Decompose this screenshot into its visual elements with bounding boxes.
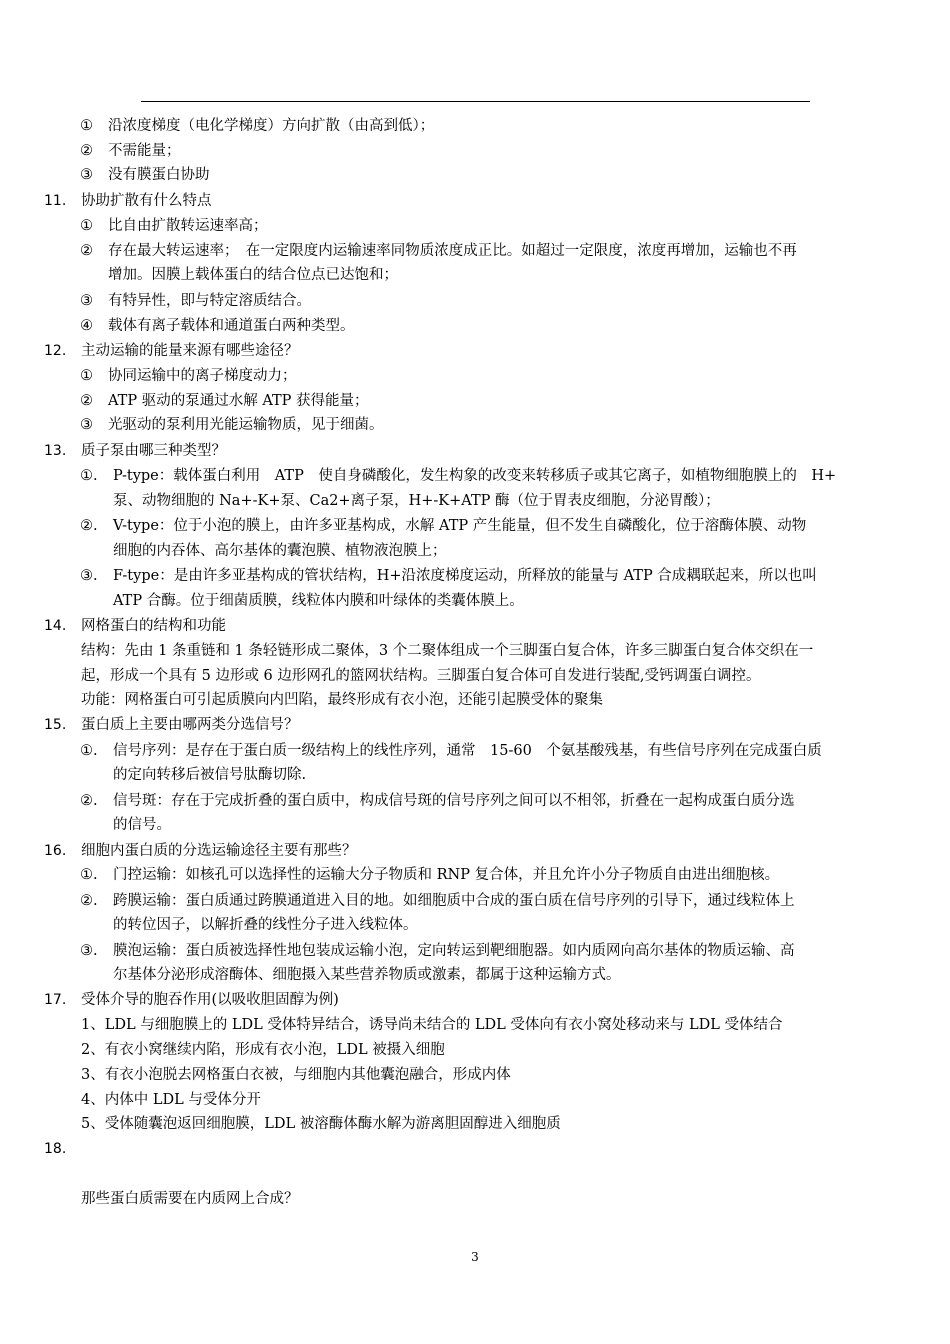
question-text: 主动运输的能量来源有哪些途径？ [81, 343, 299, 359]
item-marker: ①. [80, 743, 98, 759]
question-text: 质子泵由哪三种类型？ [81, 443, 226, 459]
item-text: 存在最大转运速率； 在一定限度内运输速率同物质浓度成正比。如超过一定限度，浓度再增加，运输也不再 [108, 243, 797, 259]
item-text-continuation: 细胞的内吞体、高尔基体的囊泡膜、植物液泡膜上； [113, 543, 447, 559]
item-marker: ①. [80, 867, 98, 883]
item-text: 跨膜运输：蛋白质通过跨膜通道进入目的地。如细胞质中合成的蛋白质在信号序列的引导下，通过线粒体上 [113, 893, 795, 909]
page-number: 3 [471, 1250, 479, 1264]
paragraph-text: 那些蛋白质需要在内质网上合成？ [81, 1191, 299, 1207]
question-text: 网格蛋白的结构和功能 [81, 618, 226, 634]
item-text: 沿浓度梯度（电化学梯度）方向扩散（由高到低）； [108, 118, 435, 134]
question-number: 14. [44, 618, 67, 634]
item-text: 不需能量； [108, 143, 181, 159]
question-number: 11. [44, 193, 67, 209]
item-marker: ②. [80, 518, 98, 534]
question-text: 受体介导的胞吞作用(以吸收胆固醇为例) [81, 992, 339, 1008]
paragraph-text: 起，形成一个具有 5 边形或 6 边形网孔的篮网状结构。三脚蛋白复合体可自发进行装配,受钙调蛋白调控。 [81, 668, 761, 684]
item-marker: ②. [80, 793, 98, 809]
item-text-continuation: 增加。因膜上载体蛋白的结合位点已达饱和； [108, 267, 398, 283]
item-text: 信号序列：是存在于蛋白质一级结构上的线性序列，通常 15-60 个氨基酸残基，有些信号序列在完成蛋白质 [113, 743, 822, 759]
paragraph-text: 4、内体中 LDL 与受体分开 [81, 1092, 261, 1108]
item-text: 载体有离子载体和通道蛋白两种类型。 [108, 318, 355, 334]
paragraph-text: 结构：先由 1 条重链和 1 条轻链形成二聚体，3 个二聚体组成一个三脚蛋白复合体，许多三脚蛋白复合体交织在一 [81, 643, 814, 659]
item-text-continuation: 尔基体分泌形成溶酶体、细胞摄入某些营养物质或激素，都属于这种运输方式。 [113, 967, 621, 983]
item-marker: ① [80, 218, 93, 234]
item-text: F-type：是由许多亚基构成的管状结构，H+沿浓度梯度运动，所释放的能量与 ATP 合成耦联起来，所以也叫 [113, 568, 817, 584]
question-number: 15. [44, 717, 67, 733]
item-marker: ④ [80, 318, 93, 334]
item-marker: ③ [80, 293, 93, 309]
item-text-continuation: ATP 合酶。位于细菌质膜，线粒体内膜和叶绿体的类囊体膜上。 [113, 593, 524, 609]
item-text: 信号斑：存在于完成折叠的蛋白质中，构成信号斑的信号序列之间可以不相邻，折叠在一起构成蛋白质分选 [113, 793, 795, 809]
item-marker: ① [80, 118, 93, 134]
item-text: 膜泡运输：蛋白质被选择性地包装成运输小泡，定向转运到靶细胞器。如内质网向高尔基体的物质运输、高 [113, 943, 795, 959]
question-text: 协助扩散有什么特点 [81, 193, 212, 209]
item-text: 光驱动的泵利用光能运输物质，见于细菌。 [108, 417, 384, 433]
question-number: 12. [44, 343, 67, 359]
item-text: P-type：载体蛋白利用 ATP 使自身磷酸化，发生构象的改变来转移质子或其它离子，如植物细胞膜上的 H+ [113, 468, 837, 484]
question-number: 18. [44, 1141, 67, 1157]
item-marker: ①. [80, 468, 98, 484]
header-rule [141, 101, 810, 102]
item-marker: ② [80, 243, 93, 259]
item-text-continuation: 的转位因子，以解折叠的线性分子进入线粒体。 [113, 917, 418, 933]
item-marker: ③. [80, 568, 98, 584]
item-marker: ② [80, 393, 93, 409]
question-number: 16. [44, 843, 67, 859]
paragraph-text: 2、有衣小窝继续内陷，形成有衣小泡，LDL 被摄入细胞 [81, 1042, 445, 1058]
item-marker: ② [80, 143, 93, 159]
item-marker: ②. [80, 893, 98, 909]
item-marker: ③. [80, 943, 98, 959]
paragraph-text: 功能：网格蛋白可引起质膜向内凹陷，最终形成有衣小泡，还能引起膜受体的聚集 [81, 692, 603, 708]
paragraph-text: 1、LDL 与细胞膜上的 LDL 受体特异结合，诱导尚未结合的 LDL 受体向有衣小窝处移动来与 LDL 受体结合 [81, 1017, 783, 1033]
item-text: 没有膜蛋白协助 [108, 167, 210, 183]
item-text-continuation: 泵、动物细胞的 Na+-K+泵、Ca2+离子泵，H+-K+ATP 酶（位于胃表皮细胞，分泌胃酸）； [113, 493, 720, 509]
item-text-continuation: 的定向转移后被信号肽酶切除. [113, 767, 307, 783]
paragraph-text: 5、受体随囊泡返回细胞膜，LDL 被溶酶体酶水解为游离胆固醇进入细胞质 [81, 1116, 561, 1132]
item-marker: ③ [80, 167, 93, 183]
item-text: 门控运输：如核孔可以选择性的运输大分子物质和 RNP 复合体，并且允许小分子物质自由进出细胞核。 [113, 867, 780, 883]
item-marker: ① [80, 368, 93, 384]
question-text: 蛋白质上主要由哪两类分选信号？ [81, 717, 299, 733]
item-text-continuation: 的信号。 [113, 817, 171, 833]
item-marker: ③ [80, 417, 93, 433]
paragraph-text: 3、有衣小泡脱去网格蛋白衣被，与细胞内其他囊泡融合，形成内体 [81, 1067, 511, 1083]
item-text: 有特异性，即与特定溶质结合。 [108, 293, 311, 309]
item-text: V-type：位于小泡的膜上，由许多亚基构成，水解 ATP 产生能量，但不发生自磷酸化，位于溶酶体膜、动物 [113, 518, 807, 534]
question-number: 13. [44, 443, 67, 459]
item-text: ATP 驱动的泵通过水解 ATP 获得能量； [108, 393, 369, 409]
question-number: 17. [44, 992, 67, 1008]
item-text: 比自由扩散转运速率高； [108, 218, 268, 234]
question-text: 细胞内蛋白质的分选运输途径主要有那些？ [81, 843, 357, 859]
item-text: 协同运输中的离子梯度动力； [108, 368, 297, 384]
